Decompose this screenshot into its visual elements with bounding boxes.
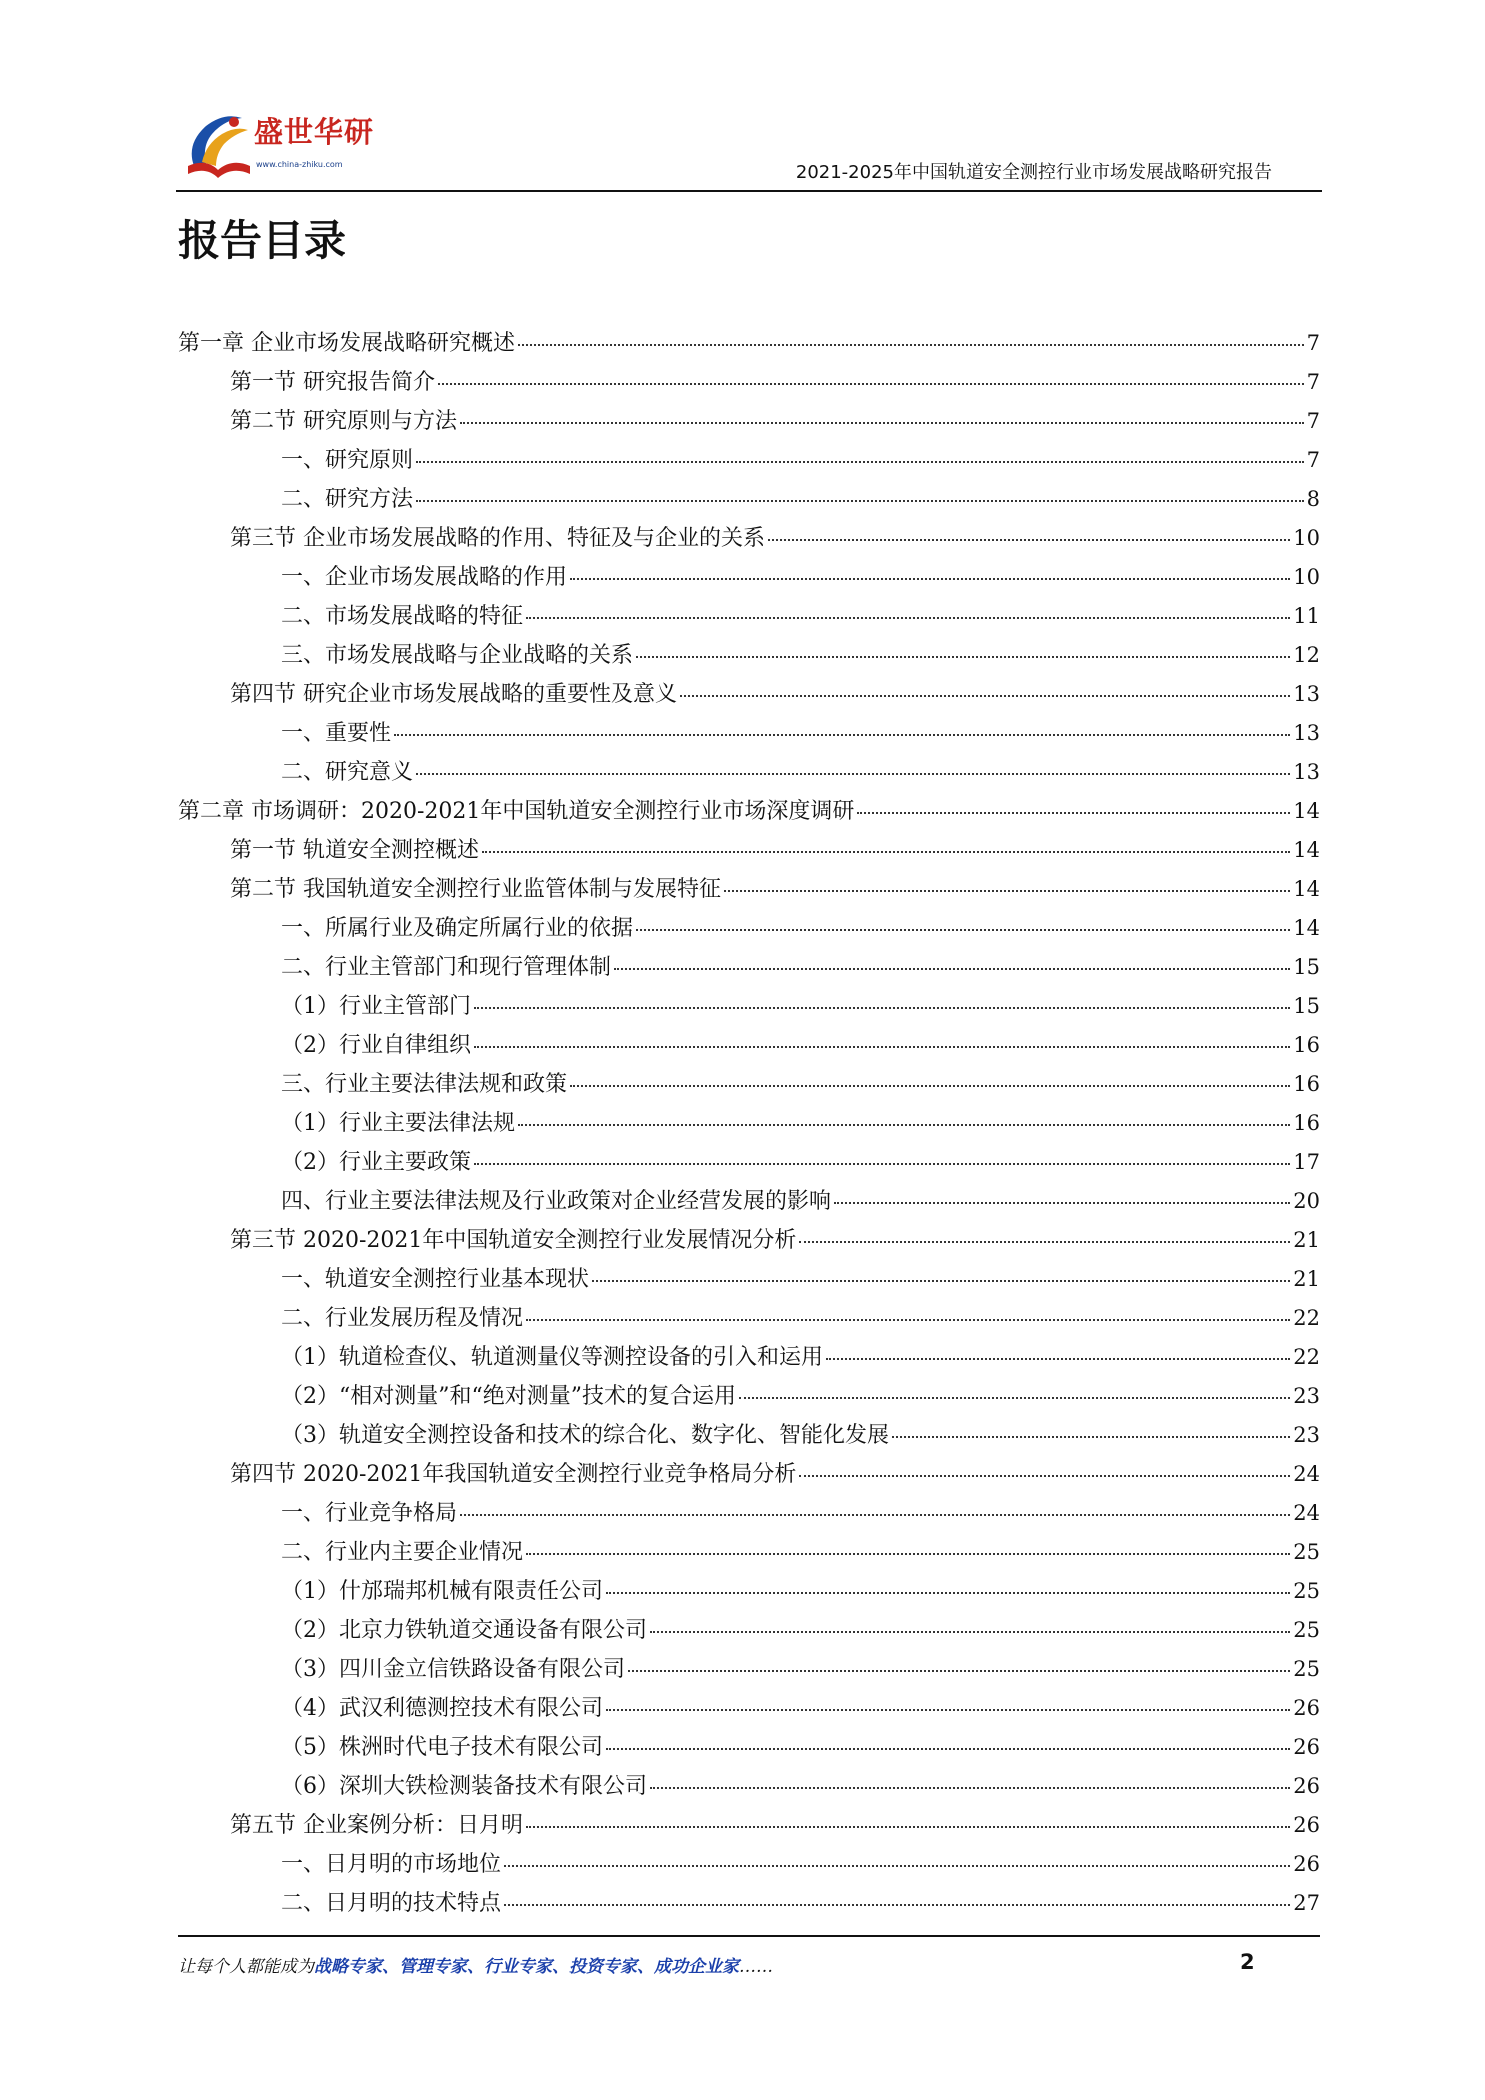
toc-entry-title: 一、日月明的市场地位 xyxy=(281,1852,502,1877)
toc-entry-title: 第一节 研究报告简介 xyxy=(230,370,435,395)
toc-entry[interactable] xyxy=(178,1379,1320,1418)
toc-entry-page: 7 xyxy=(1306,331,1320,355)
toc-entry[interactable] xyxy=(178,1262,1320,1301)
toc-entry-title: 四、行业主要法律法规及行业政策对企业经营发展的影响 xyxy=(281,1189,832,1214)
toc-entry[interactable] xyxy=(178,1418,1320,1457)
company-logo xyxy=(176,104,386,184)
toc-entry-page: 25 xyxy=(1293,1540,1320,1564)
toc-entry-title: 二、研究意义 xyxy=(281,760,414,785)
toc-leader-dots xyxy=(724,890,1290,892)
toc-entry-title: （2）“相对测量”和“绝对测量”技术的复合运用 xyxy=(281,1384,736,1409)
toc-entry-title: 三、市场发展战略与企业战略的关系 xyxy=(281,643,634,668)
toc-leader-dots xyxy=(518,1124,1290,1126)
toc-entry[interactable] xyxy=(178,1223,1320,1262)
toc-entry-page: 8 xyxy=(1306,487,1320,511)
toc-leader-dots xyxy=(460,422,1304,424)
toc-entry[interactable] xyxy=(178,950,1320,989)
table-of-contents xyxy=(178,326,1320,1925)
toc-entry-page: 26 xyxy=(1293,1774,1320,1798)
toc-entry-title: （1）轨道检查仪、轨道测量仪等测控设备的引入和运用 xyxy=(281,1345,823,1370)
toc-leader-dots xyxy=(474,1046,1290,1048)
toc-entry[interactable] xyxy=(178,326,1320,365)
toc-entry-title: （1）什邡瑞邦机械有限责任公司 xyxy=(281,1579,603,1604)
toc-leader-dots xyxy=(474,1163,1290,1165)
toc-entry[interactable] xyxy=(178,1691,1320,1730)
slogan-prefix: 让每个人都能成为 xyxy=(178,1957,314,1977)
page-header xyxy=(176,100,1322,190)
toc-leader-dots xyxy=(799,1475,1290,1477)
toc-entry-page: 15 xyxy=(1293,955,1320,979)
toc-entry[interactable] xyxy=(178,1028,1320,1067)
toc-leader-dots xyxy=(482,851,1290,853)
toc-leader-dots xyxy=(416,500,1304,502)
toc-leader-dots xyxy=(526,1319,1290,1321)
toc-leader-dots xyxy=(768,539,1290,541)
toc-leader-dots xyxy=(650,1631,1290,1633)
toc-entry[interactable] xyxy=(178,1652,1320,1691)
toc-entry[interactable] xyxy=(178,638,1320,677)
toc-entry-page: 26 xyxy=(1293,1813,1320,1837)
toc-entry[interactable] xyxy=(178,677,1320,716)
toc-entry-page: 25 xyxy=(1293,1579,1320,1603)
toc-entry[interactable] xyxy=(178,833,1320,872)
slogan-suffix: …… xyxy=(739,1957,773,1977)
toc-leader-dots xyxy=(614,968,1290,970)
toc-entry-page: 25 xyxy=(1293,1657,1320,1681)
toc-entry[interactable] xyxy=(178,1496,1320,1535)
toc-entry[interactable] xyxy=(178,1574,1320,1613)
toc-entry-title: （3）四川金立信铁路设备有限公司 xyxy=(281,1657,625,1682)
toc-entry-page: 14 xyxy=(1293,916,1320,940)
toc-entry[interactable] xyxy=(178,521,1320,560)
toc-entry-page: 26 xyxy=(1293,1735,1320,1759)
toc-entry-page: 20 xyxy=(1293,1189,1320,1213)
toc-leader-dots xyxy=(680,695,1290,697)
toc-entry[interactable] xyxy=(178,1067,1320,1106)
toc-leader-dots xyxy=(504,1865,1290,1867)
toc-entry-page: 21 xyxy=(1293,1267,1320,1291)
toc-entry-page: 16 xyxy=(1293,1033,1320,1057)
toc-entry-title: （1）行业主管部门 xyxy=(281,994,471,1019)
toc-entry-title: （2）北京力铁轨道交通设备有限公司 xyxy=(281,1618,647,1643)
toc-leader-dots xyxy=(526,617,1290,619)
toc-entry-title: 一、轨道安全测控行业基本现状 xyxy=(281,1267,590,1292)
toc-entry[interactable] xyxy=(178,1340,1320,1379)
toc-leader-dots xyxy=(826,1358,1290,1360)
toc-entry-page: 17 xyxy=(1293,1150,1320,1174)
toc-entry[interactable] xyxy=(178,1886,1320,1925)
page-heading: 报告目录 xyxy=(178,216,347,265)
toc-entry[interactable] xyxy=(178,1730,1320,1769)
toc-entry-page: 13 xyxy=(1293,760,1320,784)
footer-divider xyxy=(178,1935,1320,1937)
toc-entry-page: 13 xyxy=(1293,682,1320,706)
header-divider xyxy=(176,190,1322,192)
toc-entry-title: （1）行业主要法律法规 xyxy=(281,1111,515,1136)
toc-entry-title: 二、市场发展战略的特征 xyxy=(281,604,524,629)
toc-entry-title: 一、研究原则 xyxy=(281,448,414,473)
toc-entry-page: 7 xyxy=(1306,370,1320,394)
toc-entry-page: 7 xyxy=(1306,448,1320,472)
toc-entry-page: 27 xyxy=(1293,1891,1320,1915)
toc-entry-title: 第三节 2020-2021年中国轨道安全测控行业发展情况分析 xyxy=(230,1228,797,1253)
toc-entry-page: 24 xyxy=(1293,1462,1320,1486)
toc-entry-title: （4）武汉利德测控技术有限公司 xyxy=(281,1696,603,1721)
toc-entry-title: 第二节 研究原则与方法 xyxy=(230,409,457,434)
toc-leader-dots xyxy=(570,1085,1290,1087)
toc-entry-title: 第四节 研究企业市场发展战略的重要性及意义 xyxy=(230,682,677,707)
toc-entry-page: 14 xyxy=(1293,838,1320,862)
toc-entry-title: 一、重要性 xyxy=(281,721,392,746)
toc-entry-page: 13 xyxy=(1293,721,1320,745)
toc-leader-dots xyxy=(606,1592,1290,1594)
toc-entry[interactable] xyxy=(178,560,1320,599)
toc-entry-title: 二、行业内主要企业情况 xyxy=(281,1540,524,1565)
toc-leader-dots xyxy=(857,812,1290,814)
toc-entry-page: 10 xyxy=(1293,526,1320,550)
toc-entry[interactable] xyxy=(178,599,1320,638)
toc-entry-page: 23 xyxy=(1293,1423,1320,1447)
toc-entry-title: 第一章 企业市场发展战略研究概述 xyxy=(178,331,515,356)
toc-leader-dots xyxy=(438,383,1304,385)
toc-leader-dots xyxy=(892,1436,1290,1438)
toc-entry[interactable] xyxy=(178,1808,1320,1847)
toc-entry[interactable] xyxy=(178,794,1320,833)
toc-entry-page: 7 xyxy=(1306,409,1320,433)
toc-entry-page: 14 xyxy=(1293,877,1320,901)
toc-leader-dots xyxy=(416,773,1290,775)
toc-leader-dots xyxy=(518,344,1304,346)
toc-leader-dots xyxy=(606,1709,1290,1711)
toc-leader-dots xyxy=(628,1670,1290,1672)
report-title: 2021-2025年中国轨道安全测控行业市场发展战略研究报告 xyxy=(795,162,1272,183)
toc-entry[interactable] xyxy=(178,1613,1320,1652)
toc-entry-title: （3）轨道安全测控设备和技术的综合化、数字化、智能化发展 xyxy=(281,1423,889,1448)
toc-entry[interactable] xyxy=(178,1769,1320,1808)
toc-leader-dots xyxy=(739,1397,1290,1399)
toc-entry-title: 一、行业竞争格局 xyxy=(281,1501,458,1526)
toc-leader-dots xyxy=(394,734,1290,736)
toc-entry-page: 21 xyxy=(1293,1228,1320,1252)
toc-entry-page: 11 xyxy=(1293,604,1320,628)
toc-leader-dots xyxy=(834,1202,1290,1204)
toc-leader-dots xyxy=(570,578,1290,580)
toc-entry-title: （5）株洲时代电子技术有限公司 xyxy=(281,1735,603,1760)
toc-entry-title: 二、研究方法 xyxy=(281,487,414,512)
toc-entry-title: 第三节 企业市场发展战略的作用、特征及与企业的关系 xyxy=(230,526,765,551)
toc-entry-title: 第四节 2020-2021年我国轨道安全测控行业竞争格局分析 xyxy=(230,1462,797,1487)
toc-entry[interactable] xyxy=(178,443,1320,482)
toc-entry[interactable] xyxy=(178,989,1320,1028)
toc-leader-dots xyxy=(650,1787,1290,1789)
toc-entry-page: 16 xyxy=(1293,1111,1320,1135)
toc-leader-dots xyxy=(606,1748,1290,1750)
toc-entry-page: 12 xyxy=(1293,643,1320,667)
toc-entry[interactable] xyxy=(178,872,1320,911)
toc-entry-title: （6）深圳大铁检测装备技术有限公司 xyxy=(281,1774,647,1799)
toc-entry-title: 一、所属行业及确定所属行业的依据 xyxy=(281,916,634,941)
toc-entry-title: 第五节 企业案例分析：日月明 xyxy=(230,1813,523,1838)
toc-entry-page: 22 xyxy=(1293,1345,1320,1369)
toc-leader-dots xyxy=(636,656,1290,658)
toc-entry-page: 16 xyxy=(1293,1072,1320,1096)
toc-entry[interactable] xyxy=(178,1145,1320,1184)
footer-slogan xyxy=(178,1952,773,1977)
toc-entry-page: 14 xyxy=(1293,799,1320,823)
toc-entry-title: 第二节 我国轨道安全测控行业监管体制与发展特征 xyxy=(230,877,721,902)
toc-leader-dots xyxy=(526,1553,1290,1555)
toc-entry[interactable] xyxy=(178,911,1320,950)
toc-entry[interactable] xyxy=(178,1301,1320,1340)
toc-entry[interactable] xyxy=(178,1184,1320,1223)
toc-entry-page: 25 xyxy=(1293,1618,1320,1642)
logo-url: www.china-zhiku.com xyxy=(256,160,343,169)
toc-entry[interactable] xyxy=(178,482,1320,521)
toc-leader-dots xyxy=(636,929,1290,931)
toc-leader-dots xyxy=(799,1241,1290,1243)
toc-entry-page: 26 xyxy=(1293,1696,1320,1720)
toc-entry-title: 第二章 市场调研：2020-2021年中国轨道安全测控行业市场深度调研 xyxy=(178,799,855,824)
toc-leader-dots xyxy=(592,1280,1290,1282)
toc-entry-title: （2）行业自律组织 xyxy=(281,1033,471,1058)
toc-entry-title: （2）行业主要政策 xyxy=(281,1150,471,1175)
toc-entry-title: 二、日月明的技术特点 xyxy=(281,1891,502,1916)
toc-entry-page: 15 xyxy=(1293,994,1320,1018)
toc-entry-page: 24 xyxy=(1293,1501,1320,1525)
toc-leader-dots xyxy=(460,1514,1290,1516)
toc-entry-page: 10 xyxy=(1293,565,1320,589)
logo-name: 盛世华研 xyxy=(254,115,375,149)
page-number: 2 xyxy=(1240,1950,1255,1974)
toc-entry[interactable] xyxy=(178,716,1320,755)
toc-entry[interactable] xyxy=(178,1535,1320,1574)
toc-leader-dots xyxy=(474,1007,1290,1009)
slogan-highlight: 战略专家、管理专家、行业专家、投资专家、成功企业家 xyxy=(314,1957,739,1977)
book-logo-icon xyxy=(176,104,256,184)
toc-entry-page: 23 xyxy=(1293,1384,1320,1408)
toc-leader-dots xyxy=(526,1826,1290,1828)
toc-entry[interactable] xyxy=(178,755,1320,794)
toc-entry[interactable] xyxy=(178,1106,1320,1145)
toc-entry-title: 一、企业市场发展战略的作用 xyxy=(281,565,568,590)
toc-entry-title: 二、行业主管部门和现行管理体制 xyxy=(281,955,612,980)
toc-leader-dots xyxy=(504,1904,1290,1906)
toc-entry[interactable] xyxy=(178,365,1320,404)
toc-entry[interactable] xyxy=(178,404,1320,443)
toc-entry-page: 22 xyxy=(1293,1306,1320,1330)
toc-entry[interactable] xyxy=(178,1847,1320,1886)
toc-entry-title: 第一节 轨道安全测控概述 xyxy=(230,838,479,863)
toc-entry-page: 26 xyxy=(1293,1852,1320,1876)
toc-entry-title: 三、行业主要法律法规和政策 xyxy=(281,1072,568,1097)
toc-leader-dots xyxy=(416,461,1304,463)
toc-entry-title: 二、行业发展历程及情况 xyxy=(281,1306,524,1331)
toc-entry[interactable] xyxy=(178,1457,1320,1496)
